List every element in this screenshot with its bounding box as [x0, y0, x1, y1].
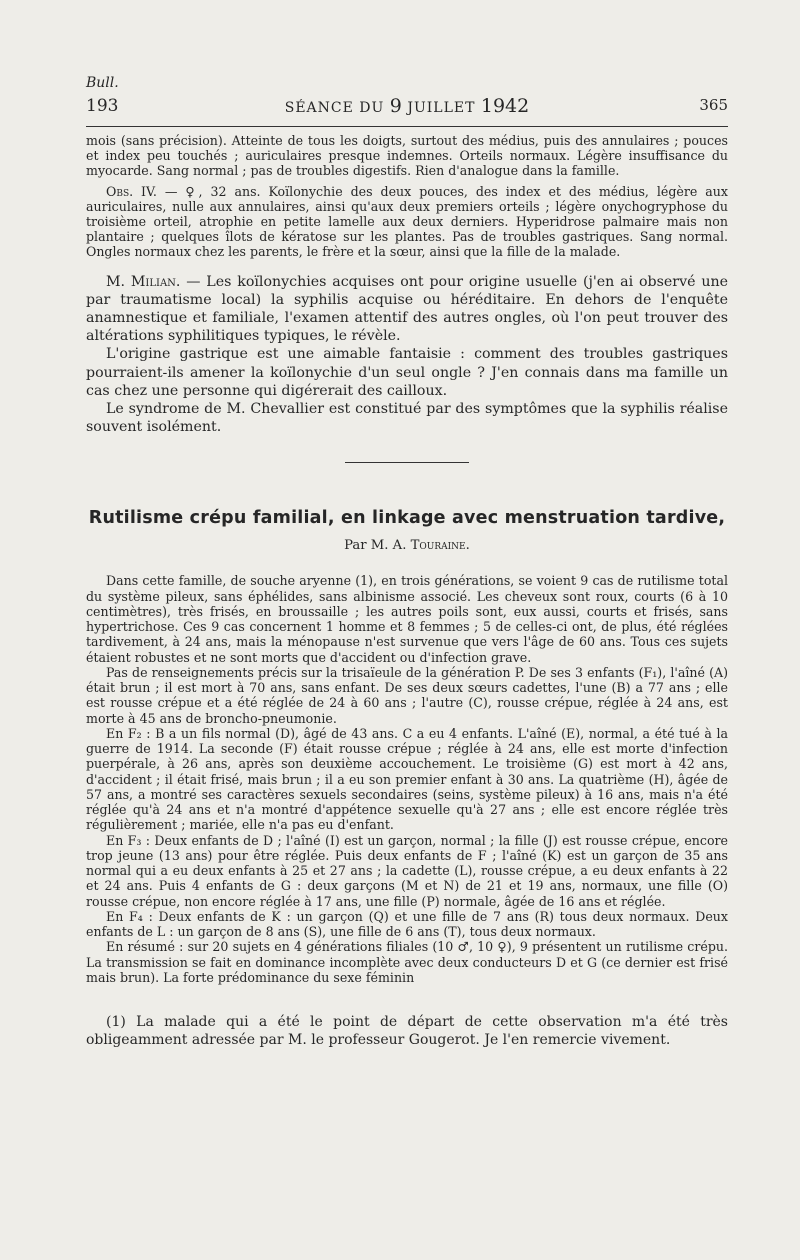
- article-paragraph: En F₃ : Deux enfants de D ; l'aîné (I) est un garçon, normal ; la fille (J) est rousse crépue, encore trop jeune (13 ans) pour être réglée. Puis deux enfants de F ; l'aîné (K) est un garçon de 35 ans normal qui a eu deux enfants à 25 et 27 ans ; la cadette (L), rousse crépue, a eu deux enfants à 22 et 24 ans. Puis 4 enfants de G : deux garçons (M et N) de 21 et 19 ans, normaux, une fille (O) rousse crépue, non encore réglée à 17 ans, une fille (P) normale, âgée de 16 ans et réglée.: [86, 832, 728, 909]
- article-paragraph: Dans cette famille, de souche aryenne (1), en trois générations, se voient 9 cas de rutilisme total du système pileux, sans éphélides, sans albinisme associé. Les cheveux sont roux, courts (6 à 10 centimètres), très frisés, en broussaille ; les autres poils sont, eux aussi, courts et frisés, sans hypertrichose. Ces 9 cas concernent 1 homme et 8 femmes ; 5 de celles-ci ont, de plus, été réglées tardivement, à 24 ans, mais la ménopause n'est survenue que vers l'âge de 60 ans. Tous ces sujets étaient robustes et ne sont morts que d'accident ou d'infection grave.: [86, 573, 728, 665]
- journal-page: [86, 74, 728, 1049]
- running-header: [86, 94, 728, 118]
- title-day: 9: [389, 95, 402, 117]
- obs-iv-paragraph: [86, 184, 728, 260]
- header-rule: [86, 126, 728, 127]
- footnote-text: (1) La malade qui a été le point de départ de cette observation m'a été très obligeamment adressée par M. le professeur Gougerot. Je l'en remercie vivement.: [86, 1014, 728, 1049]
- running-title: [86, 95, 728, 117]
- obs-iv-label: Obs. IV.: [106, 183, 157, 199]
- article-paragraph: En F₂ : B a un fils normal (D), âgé de 43 ans. C a eu 4 enfants. L'aîné (E), normal, a été tué à la guerre de 1914. La seconde (F) était rousse crépue ; réglée à 24 ans, elle est morte d'infection puerpérale, à 26 ans, après son deuxième accouchement. Le troisième (G) est mort à 42 ans, d'accident ; il était frisé, mais brun ; il a eu son premier enfant à 30 ans. La quatrième (H), âgée de 57 ans, a montré ses caractères sexuels secondaires (seins, système pileux) à 16 ans, mais n'a été réglée qu'à 24 ans et n'a montré d'appétence sexuelle qu'à 27 ans ; elle est encore réglée très régulièrement ; mariée, elle n'a pas eu d'enfant.: [86, 725, 728, 833]
- case-continuation: mois (sans précision). Atteinte de tous les doigts, surtout des médius, puis des annulaires ; pouces et index peu touchés ; auriculaires presque indemnes. Orteils normaux. Légère insuffisance du myocarde. Sang normal ; pas de troubles digestifs. Rien d'analogue dans la famille.: [86, 133, 728, 179]
- title-month: JUILLET: [407, 100, 476, 116]
- page-number: 365: [699, 96, 728, 114]
- article-body: [86, 573, 728, 985]
- milian-paragraph: L'origine gastrique est une aimable fantaisie : comment des troubles gastriques pourraient-ils amener la koïlonychie d'un seul ongle ? J'en connais dans ma famille un cas chez une personne qui digérerait des cailloux.: [86, 346, 728, 399]
- article-title: Rutilisme crépu familial, en linkage avec menstruation tardive,: [88, 508, 726, 529]
- milian-remarks: [86, 273, 728, 437]
- article-paragraph: En résumé : sur 20 sujets en 4 générations filiales (10 ♂, 10 ♀), 9 présentent un rutilisme crépu. La transmission se fait en dominance incomplète avec deux conducteurs D et G (ce dernier est frisé mais brun). La forte prédominance du sexe féminin: [86, 939, 728, 985]
- journal-abbrev: Bull.: [86, 75, 119, 91]
- title-prefix: SÉANCE DU: [284, 100, 385, 116]
- article-paragraph: En F₄ : Deux enfants de K : un garçon (Q) et une fille de 7 ans (R) tous deux normaux. Deux enfants de L : un garçon de 8 ans (S), une fille de 6 ans (T), tous deux normaux.: [86, 908, 728, 940]
- author-name: Touraine.: [410, 538, 470, 554]
- footnote: [86, 1013, 728, 1049]
- milian-paragraph: [86, 273, 728, 346]
- byline-prefix: Par M. A.: [344, 538, 411, 554]
- milian-name: M. Milian.: [106, 273, 181, 290]
- folio-left: 193: [86, 96, 119, 116]
- obs-iv-text: — ♀, 32 ans. Koïlonychie des deux pouces, des index et des médius, légère aux auriculaires, nulle aux annulaires, ainsi qu'aux deux premiers orteils ; légère onychogryphose du troisième orteil, atrophie en petite lamelle aux deux derniers. Hyperidrose palmaire mais non plantaire ; quelques îlots de kératose sur les plantes. Pas de troubles gastriques. Sang normal. Ongles normaux chez les parents, le frère et la sœur, ainsi que la fille de la malade.: [86, 183, 728, 260]
- section-separator: [345, 462, 469, 463]
- title-year: 1942: [480, 95, 530, 117]
- milian-text-1: — Les koïlonychies acquises ont pour origine usuelle (j'en ai observé une par traumatisme local) la syphilis acquise ou héréditaire. En dehors de l'enquête anamnestique et familiale, l'examen attentif des autres ongles, où l'on peut trouver des altérations syphilitiques typiques, le révèle.: [86, 273, 728, 345]
- byline: [86, 538, 728, 553]
- case-section: [86, 133, 728, 260]
- milian-paragraph: Le syndrome de M. Chevallier est constitué par des symptômes que la syphilis réalise souvent isolément.: [86, 401, 728, 436]
- article-paragraph: Pas de renseignements précis sur la trisaïeule de la génération P. De ses 3 enfants (F₁), l'aîné (A) était brun ; il est mort à 70 ans, sans enfant. De ses deux sœurs cadettes, l'une (B) a 77 ans ; elle est rousse crépue et a été réglée de 24 à 60 ans ; l'autre (C), rousse crépue, réglée à 24 ans, est morte à 45 ans de broncho-pneumonie.: [86, 664, 728, 726]
